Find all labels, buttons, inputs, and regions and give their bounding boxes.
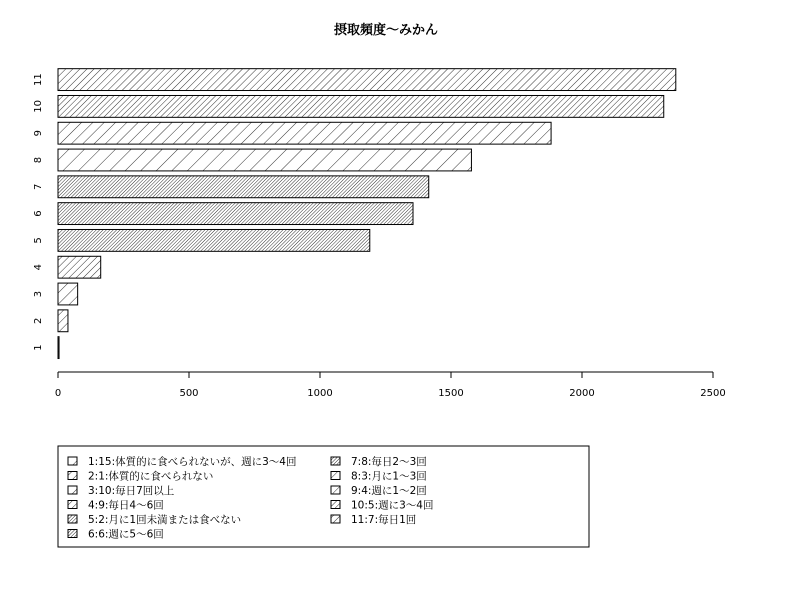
bar-5 [58,229,370,251]
y-tick-label: 5 [33,237,44,244]
x-tick-label: 2500 [700,388,726,399]
x-tick-label: 500 [179,388,199,399]
x-axis [55,372,726,399]
legend-swatch [68,501,77,509]
x-tick-label: 2000 [569,388,595,399]
y-tick-label: 7 [33,183,44,190]
bar-3 [58,283,78,305]
legend-label: 7:8:毎日2〜3回 [351,456,427,468]
chart-title: 摂取頻度〜みかん [333,23,439,38]
bar-7 [58,176,429,198]
legend-label: 6:6:週に5〜6回 [88,528,164,541]
legend-label: 10:5:週に3〜4回 [351,499,434,512]
bar-11 [58,69,676,91]
legend [58,446,589,547]
y-tick-label: 11 [33,73,44,86]
bar-9 [58,122,551,144]
bars-group [58,69,676,359]
bar-2 [58,310,68,332]
y-tick-label: 10 [33,100,44,113]
y-tick-label: 3 [33,290,44,298]
y-tick-label: 2 [33,317,44,324]
legend-swatch [331,457,340,465]
y-tick-label: 6 [33,210,44,217]
legend-label: 9:4:週に1〜2回 [351,485,427,497]
legend-label: 3:10:毎日7回以上 [88,485,175,497]
legend-label: 8:3:月に1〜3回 [351,470,427,483]
legend-swatch [331,486,340,494]
x-tick-label: 1500 [438,388,464,399]
legend-swatch [331,501,340,509]
bar-1 [58,337,59,359]
legend-swatch [68,486,77,494]
legend-label: 1:15:体質的に食べられないが、週に3〜4回 [88,456,297,468]
legend-label: 11:7:毎日1回 [351,514,417,526]
x-tick-label: 1000 [307,388,333,399]
legend-label: 2:1:体質的に食べられない [88,470,214,483]
legend-label: 5:2:月に1回未満または食べない [88,514,242,526]
legend-swatch [331,515,340,523]
y-tick-label: 8 [33,156,44,164]
bar-10 [58,95,664,117]
x-tick-label: 0 [54,388,62,399]
bar-6 [58,203,413,225]
bar-4 [58,256,101,278]
legend-swatch [68,457,77,465]
legend-swatch [68,515,77,523]
bar-8 [58,149,471,171]
legend-label: 4:9:毎日4〜6回 [88,499,164,512]
legend-swatch [331,472,340,480]
legend-swatch [68,530,77,538]
y-tick-label: 4 [33,264,44,271]
legend-swatch [68,472,77,480]
y-axis [33,73,57,351]
y-tick-label: 9 [33,130,44,137]
y-tick-label: 1 [33,344,44,351]
